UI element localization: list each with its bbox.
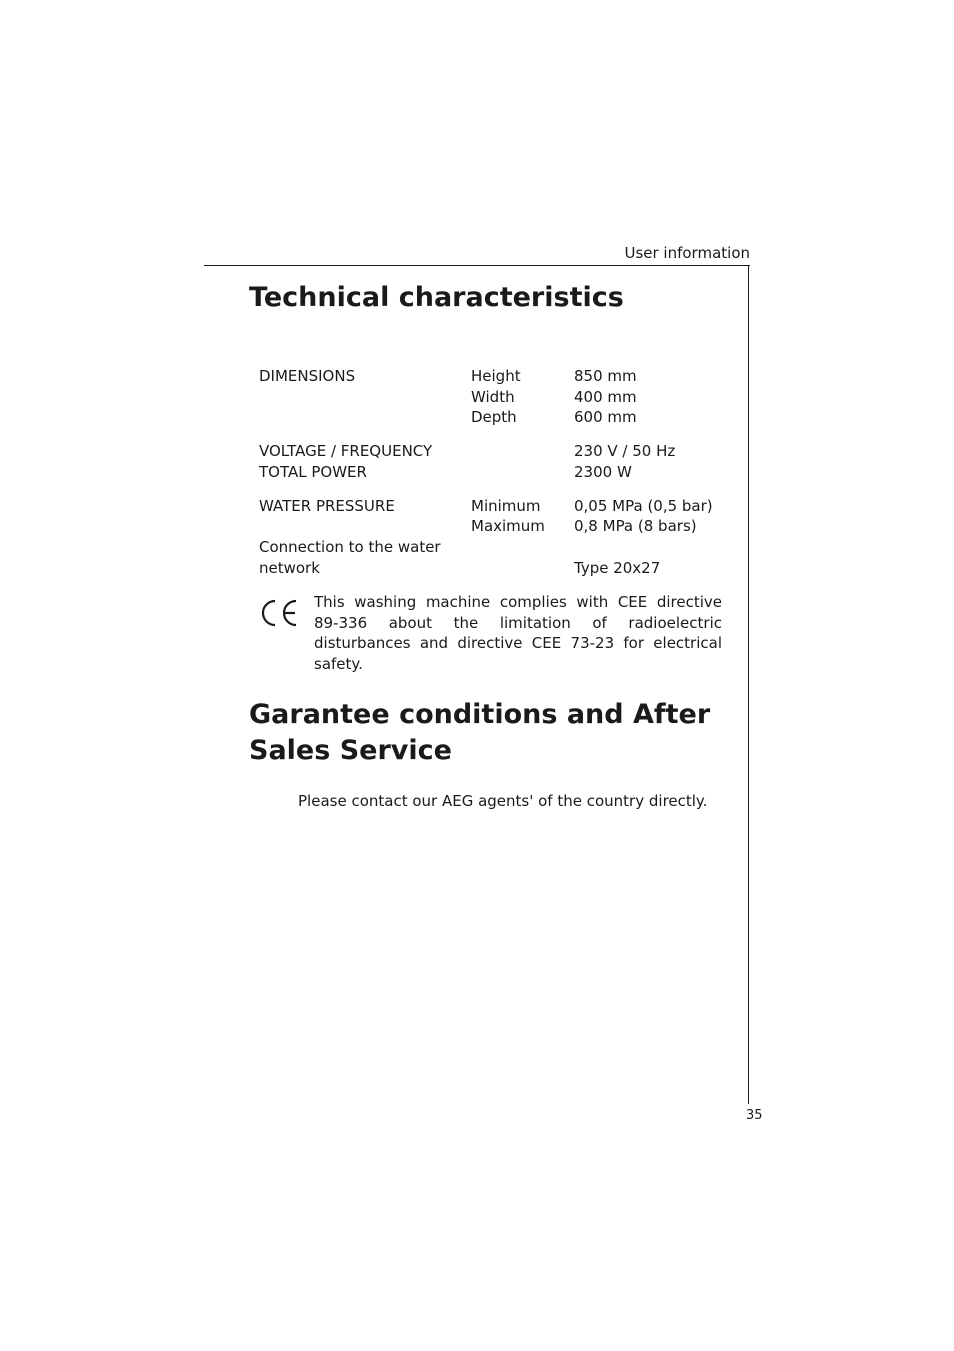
spec-name-height: Height bbox=[471, 367, 521, 385]
spec-value-voltage: 230 V / 50 Hz bbox=[574, 442, 676, 460]
spec-value-connection: Type 20x27 bbox=[574, 559, 661, 577]
spec-name-depth: Depth bbox=[471, 408, 517, 426]
spec-name-maximum: Maximum bbox=[471, 517, 545, 535]
spec-value-height: 850 mm bbox=[574, 367, 637, 385]
spec-value-width: 400 mm bbox=[574, 388, 637, 406]
header-rule bbox=[204, 265, 750, 266]
ce-notice-text: This washing machine complies with CEE directive 89-336 about the limitation of radioelectric disturbances and directive CEE 73-23 for electrical safety. bbox=[314, 593, 722, 673]
section-title-guarantee: Garantee conditions and After Sales Service bbox=[249, 699, 711, 766]
spec-value-maximum: 0,8 MPa (8 bars) bbox=[574, 517, 697, 535]
spec-label-connection-line2: network bbox=[259, 559, 320, 577]
spec-label-connection-line1: Connection to the water bbox=[259, 538, 441, 556]
page-number: 35 bbox=[746, 1108, 763, 1123]
spec-label-dimensions: DIMENSIONS bbox=[259, 367, 356, 385]
section-label: User information bbox=[624, 244, 750, 262]
spec-name-minimum: Minimum bbox=[471, 497, 541, 515]
spec-label-water-pressure: WATER PRESSURE bbox=[259, 497, 395, 515]
spec-label-power: TOTAL POWER bbox=[259, 463, 367, 481]
contact-text: Please contact our AEG agents' of the country directly. bbox=[298, 792, 708, 810]
spec-value-minimum: 0,05 MPa (0,5 bar) bbox=[574, 497, 713, 515]
page-title: Technical characteristics bbox=[249, 282, 624, 313]
spec-value-depth: 600 mm bbox=[574, 408, 637, 426]
spec-label-voltage: VOLTAGE / FREQUENCY bbox=[259, 442, 433, 460]
ce-mark-icon bbox=[258, 598, 298, 628]
margin-rule bbox=[748, 265, 749, 1104]
spec-value-power: 2300 W bbox=[574, 463, 632, 481]
spec-name-width: Width bbox=[471, 388, 515, 406]
